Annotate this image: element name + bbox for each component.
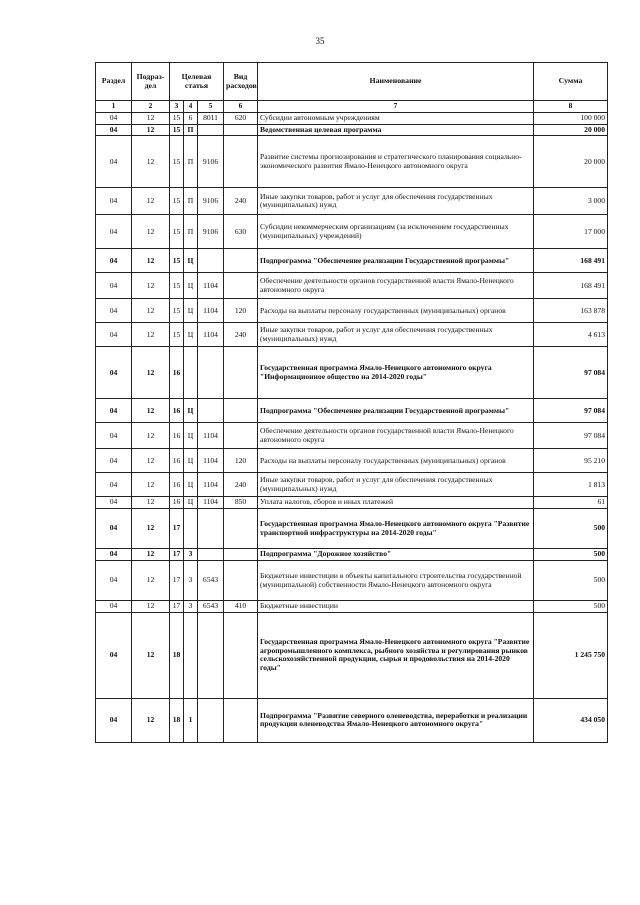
cell-direction-code bbox=[198, 509, 224, 549]
cell-subprogram-code: Ц bbox=[184, 473, 198, 497]
cell-razdel: 04 bbox=[96, 399, 132, 423]
cell-direction-code bbox=[198, 612, 224, 698]
cell-naimenovanie: Обеспечение деятельности органов государственной власти Ямало-Ненецкого автономного округа bbox=[258, 273, 534, 299]
cell-vid-rashodov: 240 bbox=[224, 473, 258, 497]
cell-vid-rashodov bbox=[224, 273, 258, 299]
cell-subprogram-code bbox=[184, 509, 198, 549]
cell-direction-code: 1104 bbox=[198, 497, 224, 509]
cell-naimenovanie: Развитие системы прогнозирования и стратегического планирования социально-экономического развития Ямало-Ненецкого автономного округа bbox=[258, 136, 534, 188]
cell-podrazdel: 12 bbox=[132, 399, 170, 423]
cell-naimenovanie: Иные закупки товаров, работ и услуг для обеспечения государственных (муниципальных) нужд bbox=[258, 473, 534, 497]
column-number: 6 bbox=[224, 101, 258, 113]
header-vid-rashodov: Вид расходов bbox=[224, 63, 258, 101]
cell-vid-rashodov bbox=[224, 249, 258, 273]
cell-summa: 97 084 bbox=[534, 423, 608, 449]
cell-program-code: 16 bbox=[170, 423, 184, 449]
cell-subprogram-code: Ц bbox=[184, 323, 198, 347]
cell-direction-code bbox=[198, 399, 224, 423]
table-row bbox=[96, 249, 608, 273]
table-row bbox=[96, 612, 608, 698]
table-row bbox=[96, 273, 608, 299]
cell-podrazdel: 12 bbox=[132, 423, 170, 449]
cell-subprogram-code: П bbox=[184, 124, 198, 136]
cell-summa: 17 000 bbox=[534, 215, 608, 249]
cell-direction-code: 1104 bbox=[198, 423, 224, 449]
cell-razdel: 04 bbox=[96, 249, 132, 273]
cell-podrazdel: 12 bbox=[132, 698, 170, 742]
cell-vid-rashodov: 240 bbox=[224, 323, 258, 347]
cell-summa: 95 210 bbox=[534, 449, 608, 473]
column-number: 1 bbox=[96, 101, 132, 113]
table-row bbox=[96, 188, 608, 215]
cell-summa: 4 613 bbox=[534, 323, 608, 347]
cell-summa: 1 245 750 bbox=[534, 612, 608, 698]
cell-razdel: 04 bbox=[96, 136, 132, 188]
cell-vid-rashodov: 120 bbox=[224, 449, 258, 473]
cell-subprogram-code: П bbox=[184, 215, 198, 249]
cell-direction-code bbox=[198, 549, 224, 561]
cell-naimenovanie: Субсидии автономным учреждениям bbox=[258, 113, 534, 125]
cell-subprogram-code: 3 bbox=[184, 549, 198, 561]
cell-podrazdel: 12 bbox=[132, 188, 170, 215]
page-number: 35 bbox=[315, 36, 325, 46]
cell-program-code: 15 bbox=[170, 188, 184, 215]
cell-podrazdel: 12 bbox=[132, 273, 170, 299]
cell-naimenovanie: Подпрограмма "Обеспечение реализации Государственной программы" bbox=[258, 249, 534, 273]
table-row bbox=[96, 423, 608, 449]
cell-vid-rashodov bbox=[224, 347, 258, 399]
header-celevaya-statya: Целевая статья bbox=[170, 63, 224, 101]
cell-summa: 500 bbox=[534, 601, 608, 613]
cell-podrazdel: 12 bbox=[132, 601, 170, 613]
cell-naimenovanie: Иные закупки товаров, работ и услуг для обеспечения государственных (муниципальных) нужд bbox=[258, 188, 534, 215]
cell-summa: 100 000 bbox=[534, 113, 608, 125]
cell-summa: 500 bbox=[534, 561, 608, 601]
cell-summa: 1 813 bbox=[534, 473, 608, 497]
cell-razdel: 04 bbox=[96, 549, 132, 561]
cell-summa: 97 084 bbox=[534, 347, 608, 399]
cell-program-code: 15 bbox=[170, 249, 184, 273]
cell-summa: 168 491 bbox=[534, 249, 608, 273]
header-summa: Сумма bbox=[534, 63, 608, 101]
cell-podrazdel: 12 bbox=[132, 249, 170, 273]
cell-direction-code bbox=[198, 698, 224, 742]
cell-summa: 20 000 bbox=[534, 124, 608, 136]
cell-program-code: 16 bbox=[170, 347, 184, 399]
cell-vid-rashodov bbox=[224, 561, 258, 601]
cell-program-code: 15 bbox=[170, 273, 184, 299]
cell-podrazdel: 12 bbox=[132, 473, 170, 497]
cell-razdel: 04 bbox=[96, 423, 132, 449]
table-row bbox=[96, 601, 608, 613]
cell-naimenovanie: Государственная программа Ямало-Ненецкого автономного округа "Развитие транспортной инфраструктуры на 2014-2020 годы" bbox=[258, 509, 534, 549]
cell-direction-code: 9106 bbox=[198, 136, 224, 188]
cell-podrazdel: 12 bbox=[132, 323, 170, 347]
budget-table bbox=[95, 62, 608, 743]
cell-direction-code bbox=[198, 347, 224, 399]
header-row bbox=[96, 63, 608, 101]
cell-direction-code: 1104 bbox=[198, 323, 224, 347]
cell-subprogram-code: 3 bbox=[184, 601, 198, 613]
cell-subprogram-code: Ц bbox=[184, 249, 198, 273]
cell-direction-code: 1104 bbox=[198, 473, 224, 497]
cell-summa: 3 000 bbox=[534, 188, 608, 215]
cell-summa: 500 bbox=[534, 549, 608, 561]
cell-vid-rashodov: 120 bbox=[224, 299, 258, 323]
cell-program-code: 15 bbox=[170, 124, 184, 136]
cell-razdel: 04 bbox=[96, 215, 132, 249]
cell-program-code: 17 bbox=[170, 561, 184, 601]
cell-naimenovanie: Расходы на выплаты персоналу государственных (муниципальных) органов bbox=[258, 299, 534, 323]
cell-vid-rashodov: 410 bbox=[224, 601, 258, 613]
cell-razdel: 04 bbox=[96, 698, 132, 742]
table-row bbox=[96, 449, 608, 473]
column-number: 4 bbox=[184, 101, 198, 113]
cell-subprogram-code: Ц bbox=[184, 449, 198, 473]
header-podrazdel: Подраз- дел bbox=[132, 63, 170, 101]
cell-razdel: 04 bbox=[96, 188, 132, 215]
cell-subprogram-code: 3 bbox=[184, 561, 198, 601]
table-row bbox=[96, 549, 608, 561]
cell-program-code: 17 bbox=[170, 509, 184, 549]
cell-summa: 163 878 bbox=[534, 299, 608, 323]
table-row bbox=[96, 561, 608, 601]
cell-summa: 500 bbox=[534, 509, 608, 549]
cell-program-code: 16 bbox=[170, 449, 184, 473]
cell-razdel: 04 bbox=[96, 124, 132, 136]
cell-summa: 61 bbox=[534, 497, 608, 509]
cell-program-code: 15 bbox=[170, 323, 184, 347]
column-number: 5 bbox=[198, 101, 224, 113]
cell-direction-code: 6543 bbox=[198, 561, 224, 601]
cell-subprogram-code: 6 bbox=[184, 113, 198, 125]
cell-razdel: 04 bbox=[96, 347, 132, 399]
cell-subprogram-code: Ц bbox=[184, 423, 198, 449]
cell-razdel: 04 bbox=[96, 601, 132, 613]
table-row bbox=[96, 399, 608, 423]
table-row bbox=[96, 497, 608, 509]
cell-podrazdel: 12 bbox=[132, 124, 170, 136]
table-row bbox=[96, 323, 608, 347]
cell-podrazdel: 12 bbox=[132, 136, 170, 188]
table-row bbox=[96, 347, 608, 399]
cell-program-code: 16 bbox=[170, 399, 184, 423]
cell-subprogram-code bbox=[184, 612, 198, 698]
cell-subprogram-code: 1 bbox=[184, 698, 198, 742]
cell-podrazdel: 12 bbox=[132, 612, 170, 698]
header-naimenovanie: Наименование bbox=[258, 63, 534, 101]
cell-vid-rashodov: 630 bbox=[224, 215, 258, 249]
cell-podrazdel: 12 bbox=[132, 113, 170, 125]
cell-vid-rashodov bbox=[224, 423, 258, 449]
cell-direction-code: 8011 bbox=[198, 113, 224, 125]
column-number: 8 bbox=[534, 101, 608, 113]
cell-naimenovanie: Государственная программа Ямало-Ненецкого автономного округа "Развитие агропромышленного комплекса, рыбного хозяйства и регулирования рынков сельскохозяйственной продукции, сырья и продовольствия на 2014-2020 годы" bbox=[258, 612, 534, 698]
cell-vid-rashodov bbox=[224, 136, 258, 188]
cell-vid-rashodov bbox=[224, 698, 258, 742]
cell-podrazdel: 12 bbox=[132, 215, 170, 249]
cell-naimenovanie: Расходы на выплаты персоналу государственных (муниципальных) органов bbox=[258, 449, 534, 473]
cell-summa: 434 050 bbox=[534, 698, 608, 742]
cell-razdel: 04 bbox=[96, 273, 132, 299]
cell-vid-rashodov: 620 bbox=[224, 113, 258, 125]
cell-direction-code bbox=[198, 124, 224, 136]
cell-subprogram-code: П bbox=[184, 136, 198, 188]
cell-naimenovanie: Бюджетные инвестиции bbox=[258, 601, 534, 613]
cell-subprogram-code bbox=[184, 347, 198, 399]
cell-subprogram-code: Ц bbox=[184, 299, 198, 323]
column-number: 3 bbox=[170, 101, 184, 113]
cell-podrazdel: 12 bbox=[132, 497, 170, 509]
cell-vid-rashodov bbox=[224, 549, 258, 561]
cell-podrazdel: 12 bbox=[132, 509, 170, 549]
cell-podrazdel: 12 bbox=[132, 449, 170, 473]
table-row bbox=[96, 215, 608, 249]
table-row bbox=[96, 698, 608, 742]
cell-razdel: 04 bbox=[96, 323, 132, 347]
cell-program-code: 18 bbox=[170, 612, 184, 698]
cell-direction-code: 6543 bbox=[198, 601, 224, 613]
cell-subprogram-code: Ц bbox=[184, 273, 198, 299]
cell-summa: 20 000 bbox=[534, 136, 608, 188]
cell-vid-rashodov bbox=[224, 509, 258, 549]
cell-vid-rashodov: 850 bbox=[224, 497, 258, 509]
cell-razdel: 04 bbox=[96, 113, 132, 125]
cell-direction-code: 9106 bbox=[198, 188, 224, 215]
column-number: 2 bbox=[132, 101, 170, 113]
cell-razdel: 04 bbox=[96, 497, 132, 509]
cell-vid-rashodov bbox=[224, 612, 258, 698]
cell-program-code: 17 bbox=[170, 601, 184, 613]
cell-direction-code: 1104 bbox=[198, 273, 224, 299]
cell-naimenovanie: Подпрограмма "Дорожное хозяйство" bbox=[258, 549, 534, 561]
cell-vid-rashodov bbox=[224, 399, 258, 423]
cell-naimenovanie: Государственная программа Ямало-Ненецкого автономного округа "Информационное общество на 2014-2020 годы" bbox=[258, 347, 534, 399]
cell-direction-code: 9106 bbox=[198, 215, 224, 249]
cell-direction-code: 1104 bbox=[198, 299, 224, 323]
cell-naimenovanie: Подпрограмма "Развитие северного оленеводства, переработки и реализации продукции оленеводства Ямало-Ненецкого автономного округа" bbox=[258, 698, 534, 742]
cell-naimenovanie: Иные закупки товаров, работ и услуг для обеспечения государственных (муниципальных) нужд bbox=[258, 323, 534, 347]
cell-subprogram-code: П bbox=[184, 188, 198, 215]
cell-razdel: 04 bbox=[96, 561, 132, 601]
cell-summa: 97 084 bbox=[534, 399, 608, 423]
cell-naimenovanie: Обеспечение деятельности органов государственной власти Ямало-Ненецкого автономного округа bbox=[258, 423, 534, 449]
table-row bbox=[96, 113, 608, 125]
cell-razdel: 04 bbox=[96, 473, 132, 497]
cell-program-code: 15 bbox=[170, 215, 184, 249]
cell-program-code: 18 bbox=[170, 698, 184, 742]
cell-vid-rashodov: 240 bbox=[224, 188, 258, 215]
cell-naimenovanie: Субсидии некоммерческим организациям (за исключением государственных (муниципальных) учреждений) bbox=[258, 215, 534, 249]
cell-program-code: 16 bbox=[170, 497, 184, 509]
cell-summa: 168 491 bbox=[534, 273, 608, 299]
column-number-row bbox=[96, 101, 608, 113]
cell-podrazdel: 12 bbox=[132, 549, 170, 561]
cell-program-code: 15 bbox=[170, 299, 184, 323]
cell-program-code: 16 bbox=[170, 473, 184, 497]
cell-podrazdel: 12 bbox=[132, 561, 170, 601]
table-row bbox=[96, 473, 608, 497]
table-row bbox=[96, 136, 608, 188]
table-body bbox=[96, 113, 608, 743]
cell-direction-code bbox=[198, 249, 224, 273]
table-row bbox=[96, 509, 608, 549]
cell-program-code: 17 bbox=[170, 549, 184, 561]
cell-razdel: 04 bbox=[96, 509, 132, 549]
cell-razdel: 04 bbox=[96, 449, 132, 473]
table-row bbox=[96, 299, 608, 323]
cell-razdel: 04 bbox=[96, 299, 132, 323]
cell-naimenovanie: Подпрограмма "Обеспечение реализации Государственной программы" bbox=[258, 399, 534, 423]
cell-program-code: 15 bbox=[170, 136, 184, 188]
cell-naimenovanie: Уплата налогов, сборов и иных платежей bbox=[258, 497, 534, 509]
cell-podrazdel: 12 bbox=[132, 347, 170, 399]
cell-subprogram-code: Ц bbox=[184, 497, 198, 509]
header-razdel: Раздел bbox=[96, 63, 132, 101]
table-row bbox=[96, 124, 608, 136]
cell-naimenovanie: Ведомственная целевая программа bbox=[258, 124, 534, 136]
cell-subprogram-code: Ц bbox=[184, 399, 198, 423]
column-number: 7 bbox=[258, 101, 534, 113]
cell-direction-code: 1104 bbox=[198, 449, 224, 473]
cell-vid-rashodov bbox=[224, 124, 258, 136]
cell-podrazdel: 12 bbox=[132, 299, 170, 323]
cell-razdel: 04 bbox=[96, 612, 132, 698]
cell-naimenovanie: Бюджетные инвестиции в объекты капитального строительства государственной (муниципальной) собственности Ямало-Ненецкого автономного округа bbox=[258, 561, 534, 601]
cell-program-code: 15 bbox=[170, 113, 184, 125]
